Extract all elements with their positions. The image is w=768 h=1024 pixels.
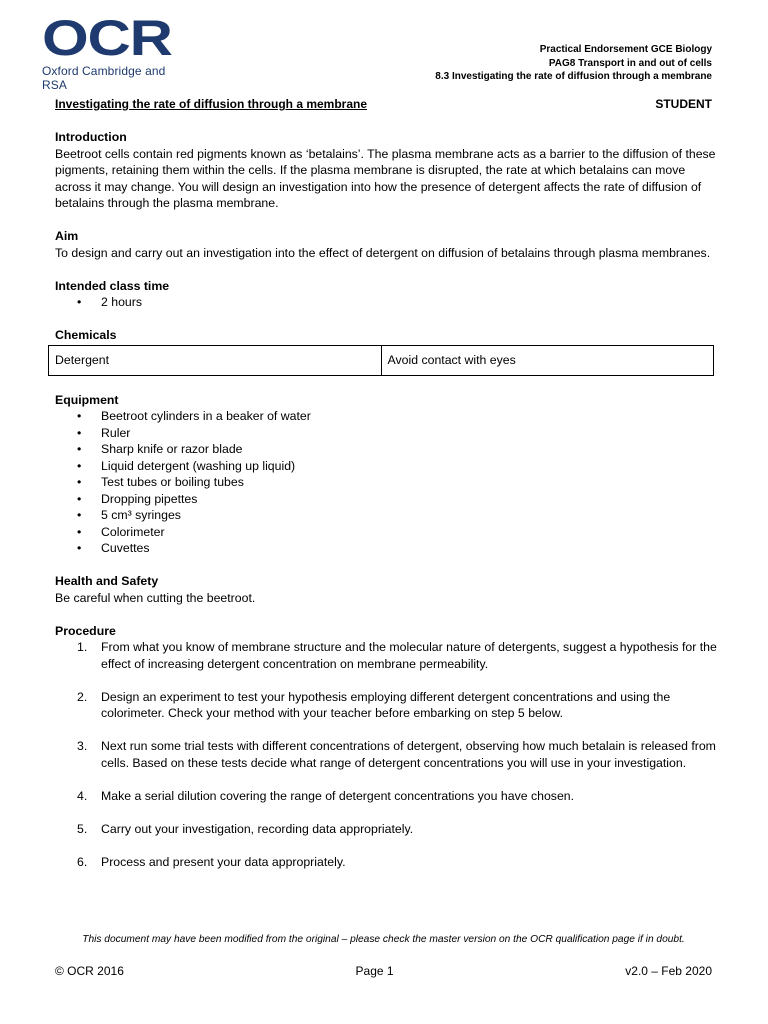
list-item: • Ruler [55, 425, 718, 442]
logo-subtitle: Oxford Cambridge and RSA [42, 64, 166, 92]
health-safety-text: Be careful when cutting the beetroot. [55, 590, 256, 605]
list-item: • Beetroot cylinders in a beaker of water [55, 408, 718, 425]
step-number: 6. [77, 854, 88, 869]
chemicals-section [55, 327, 718, 376]
list-item: • 5 cm³ syringes [55, 507, 718, 524]
introduction-heading: Introduction [55, 130, 127, 144]
ocr-logo [42, 10, 192, 92]
list-item: • Test tubes or boiling tubes [55, 474, 718, 491]
disclaimer: This document may have been modified from the original – please check the master version on the OCR qualification page if in doubt. [82, 934, 685, 945]
procedure-step [55, 689, 718, 722]
procedure-step [55, 854, 718, 871]
step-text: Design an experiment to test your hypothesis employing different detergent concentrations and using the colorimeter. Check your method with your teacher before embarking on step 5 below. [101, 689, 671, 720]
chemical-name-cell: Detergent [49, 345, 382, 375]
step-number: 4. [77, 788, 88, 803]
step-text: Carry out your investigation, recording data appropriately. [101, 821, 414, 836]
page-footer [55, 964, 712, 978]
procedure-step [55, 821, 718, 838]
document-header [435, 43, 712, 84]
step-number: 1. [77, 640, 88, 654]
step-text: From what you know of membrane structure and the molecular nature of detergents, suggest a hypothesis for the effect of increasing detergent concentration on membrane permeability. [101, 640, 717, 671]
footer-version: v2.0 – Feb 2020 [625, 964, 712, 978]
equipment-list [55, 408, 718, 557]
table-row [49, 345, 714, 375]
chemicals-heading: Chemicals [55, 328, 117, 342]
procedure-step [55, 639, 718, 672]
list-item: • Liquid detergent (washing up liquid) [55, 458, 718, 475]
class-time-section [55, 278, 718, 311]
aim-section [55, 228, 718, 261]
step-text: Next run some trial tests with different concentrations of detergent, observing how much betalain is released from cells. Based on these tests decide what range of detergent concentrations you will use in your investigation. [101, 739, 716, 770]
procedure-list [55, 639, 718, 870]
step-text: Make a serial dilution covering the range of detergent concentrations you have chosen. [101, 788, 575, 803]
list-item: • Sharp knife or razor blade [55, 441, 718, 458]
introduction-section [55, 129, 718, 212]
list-item: • Colorimeter [55, 524, 718, 541]
health-safety-heading: Health and Safety [55, 574, 159, 588]
class-time-heading: Intended class time [55, 278, 170, 293]
equipment-heading: Equipment [55, 392, 119, 407]
list-item: • Cuvettes [55, 540, 718, 557]
introduction-text: Beetroot cells contain red pigments known as ‘betalains’. The plasma membrane acts as a barrier to the diffusion of these pigments, retaining them within the cells. If the plasma membrane is disrupted, the rate at which betalains can move across it may change. You will design an investigation into how the presence of detergent affects the rate of diffusion of betalains through the plasma membrane. [55, 146, 716, 210]
aim-heading: Aim [55, 229, 79, 243]
title-row [55, 97, 712, 111]
logo-wordmark: OCR [42, 10, 172, 66]
step-number: 5. [77, 821, 88, 836]
footer-page-number: Page 1 [355, 964, 394, 978]
procedure-step [55, 788, 718, 805]
step-number: 3. [77, 739, 88, 753]
step-number: 2. [77, 689, 88, 704]
header-line-2: PAG8 Transport in and out of cells [548, 57, 712, 69]
page-title: Investigating the rate of diffusion through a membrane [55, 97, 368, 111]
class-time-list [55, 294, 718, 311]
procedure-heading: Procedure [55, 623, 116, 638]
step-text: Process and present your data appropriately. [101, 854, 346, 869]
header-line-1: Practical Endorsement GCE Biology [539, 44, 712, 55]
header-line-3: 8.3 Investigating the rate of diffusion through a membrane [435, 71, 712, 82]
health-safety-section [55, 573, 718, 606]
list-item: • 2 hours [55, 294, 718, 311]
list-item: • Dropping pipettes [55, 491, 718, 508]
document-body [55, 129, 718, 887]
audience-label: STUDENT [655, 97, 712, 111]
aim-text: To design and carry out an investigation into the effect of detergent on diffusion of betalains through plasma membranes. [55, 245, 711, 260]
procedure-section [55, 623, 718, 871]
chemical-hazard-cell: Avoid contact with eyes [381, 345, 714, 375]
procedure-step [55, 738, 718, 771]
chemicals-table [48, 345, 714, 376]
footer-copyright: © OCR 2016 [55, 964, 124, 978]
equipment-section [55, 392, 718, 557]
